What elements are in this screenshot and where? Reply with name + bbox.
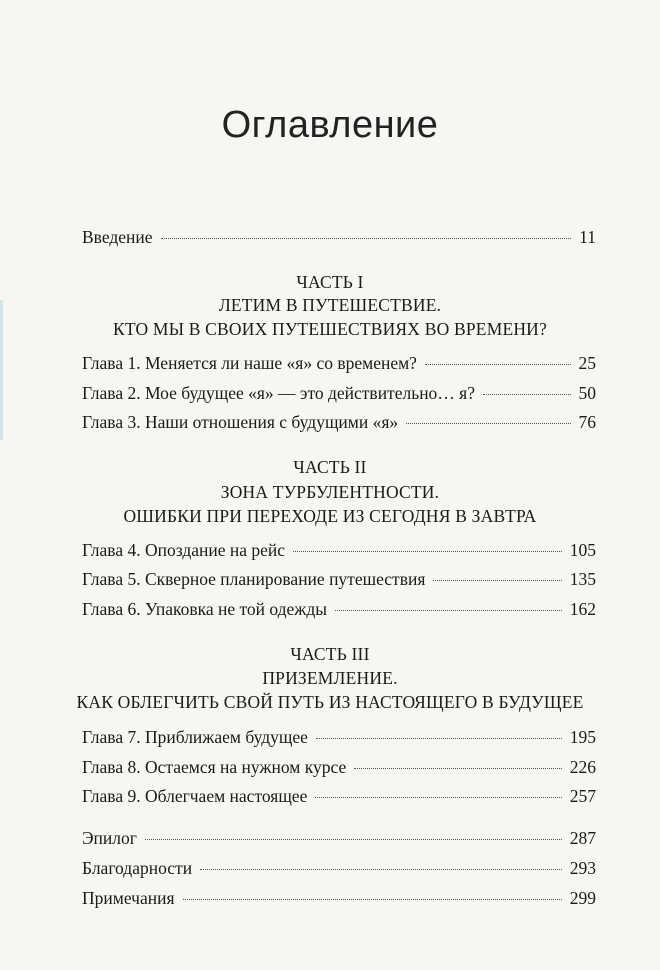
part-1-subtitle: КТО МЫ В СВОИХ ПУТЕШЕСТВИЯХ ВО ВРЕМЕНИ?	[112, 319, 547, 339]
toc-entry-page: 257	[569, 786, 596, 806]
toc-entry-intro[interactable]	[82, 225, 596, 249]
dot-leader	[335, 610, 562, 611]
toc-entry-label: Глава 5. Скверное планирование путешествия	[82, 569, 426, 589]
part-3-number: ЧАСТЬ III	[290, 644, 370, 664]
toc-entry-label: Глава 1. Меняется ли наше «я» со временем?	[82, 353, 417, 373]
toc-entry-label: Глава 4. Опоздание на рейс	[82, 540, 286, 560]
toc-entry-label: Глава 6. Упаковка не той одежды	[82, 599, 328, 619]
part-1-number: ЧАСТЬ I	[296, 272, 364, 292]
dot-leader	[316, 738, 562, 739]
dot-leader	[315, 797, 561, 798]
toc-entry-page: 105	[569, 540, 596, 560]
toc-entry-chapter-3[interactable]	[82, 410, 596, 434]
toc-entry-page: 226	[569, 757, 596, 777]
toc-entry-chapter-4[interactable]	[82, 538, 596, 562]
toc-entry-chapter-2[interactable]	[82, 381, 596, 405]
part-2-number: ЧАСТЬ II	[293, 457, 367, 477]
toc-entry-acknowledgements[interactable]	[82, 856, 596, 880]
toc-entry-page: 76	[578, 412, 596, 432]
toc-entry-chapter-7[interactable]	[82, 725, 596, 749]
toc-entry-label: Примечания	[82, 888, 175, 908]
toc-entry-chapter-6[interactable]	[82, 597, 596, 621]
toc-entry-chapter-1[interactable]	[82, 351, 596, 375]
dot-leader	[433, 580, 561, 581]
toc-entry-label: Глава 7. Приближаем будущее	[82, 727, 308, 747]
toc-entry-chapter-8[interactable]	[82, 755, 596, 779]
dot-leader	[161, 238, 572, 239]
dot-leader	[425, 364, 571, 365]
dot-leader	[200, 869, 562, 870]
toc-entry-page: 195	[569, 727, 596, 747]
toc-entry-page: 287	[569, 828, 596, 848]
dot-leader	[483, 394, 571, 395]
toc-entry-notes[interactable]	[82, 886, 596, 910]
toc-entry-page: 162	[569, 599, 596, 619]
dot-leader	[406, 423, 570, 424]
toc-entry-page: 293	[569, 858, 596, 878]
toc-entry-page: 299	[569, 888, 596, 908]
part-3-subtitle: КАК ОБЛЕГЧИТЬ СВОЙ ПУТЬ ИЗ НАСТОЯЩЕГО В БУДУЩЕЕ	[76, 692, 584, 712]
part-1-title: ЛЕТИМ В ПУТЕШЕСТВИЕ.	[218, 295, 442, 315]
dot-leader	[183, 899, 562, 900]
toc-entry-label: Благодарности	[82, 858, 193, 878]
toc-entry-page: 11	[579, 227, 596, 247]
toc-entry-epilogue[interactable]	[82, 826, 596, 850]
toc-entry-label: Введение	[82, 227, 153, 247]
toc-entry-page: 25	[578, 353, 596, 373]
page-title: Оглавление	[221, 104, 439, 146]
part-2-subtitle: ОШИБКИ ПРИ ПЕРЕХОДЕ ИЗ СЕГОДНЯ В ЗАВТРА	[123, 506, 537, 526]
toc-entry-chapter-5[interactable]	[82, 567, 596, 591]
toc-entry-label: Глава 3. Наши отношения с будущими «я»	[82, 412, 399, 432]
toc-entry-label: Глава 8. Остаемся на нужном курсе	[82, 757, 347, 777]
toc-entry-chapter-9[interactable]	[82, 784, 596, 808]
toc-entry-page: 50	[578, 383, 596, 403]
dot-leader	[354, 768, 561, 769]
part-2-title: ЗОНА ТУРБУЛЕНТНОСТИ.	[220, 482, 440, 502]
toc-entry-page: 135	[569, 569, 596, 589]
dot-leader	[145, 839, 562, 840]
toc-entry-label: Глава 9. Облегчаем настоящее	[82, 786, 308, 806]
dot-leader	[293, 551, 562, 552]
toc-entry-label: Глава 2. Мое будущее «я» — это действительно… я?	[82, 383, 475, 403]
toc-entry-label: Эпилог	[82, 828, 137, 848]
part-3-title: ПРИЗЕМЛЕНИЕ.	[262, 668, 398, 688]
